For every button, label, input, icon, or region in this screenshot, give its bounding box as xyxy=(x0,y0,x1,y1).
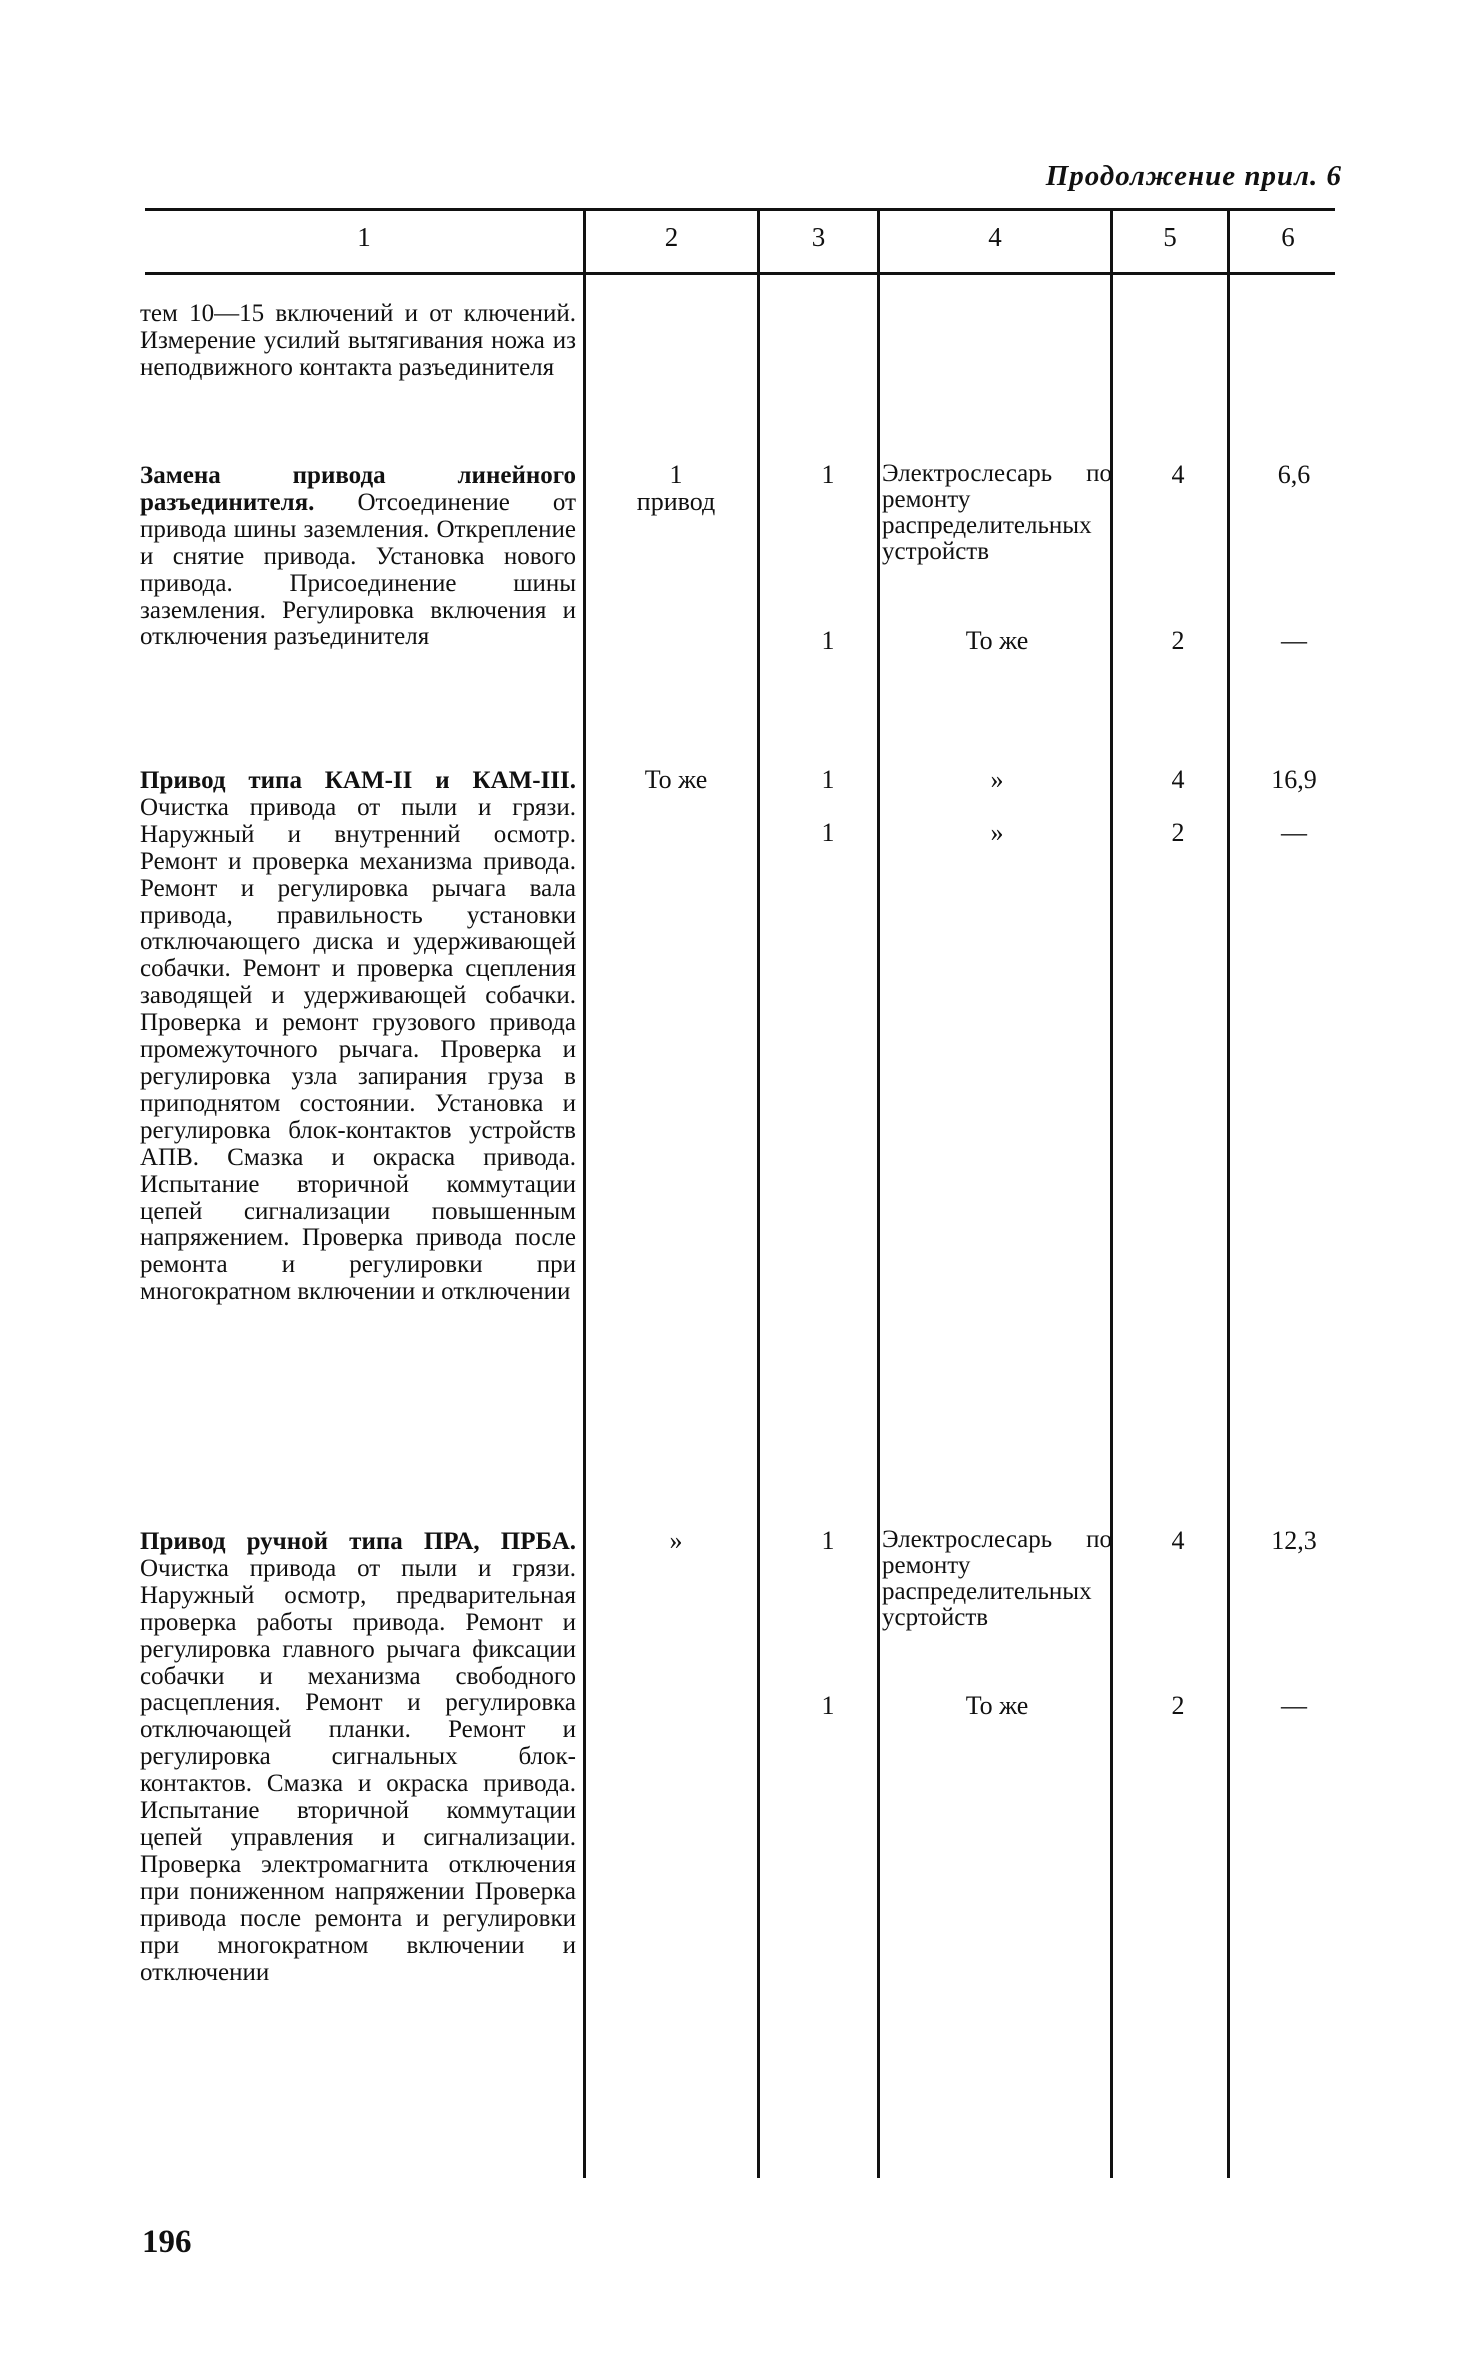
column-header-6: 6 xyxy=(1281,222,1295,252)
continuation-label: Продолжение прил. 6 xyxy=(1045,160,1342,192)
row-unit: То же xyxy=(644,765,708,794)
cell-count: 1 xyxy=(821,1691,835,1720)
cell-grade: 2 xyxy=(1171,626,1185,655)
table-header-rule xyxy=(145,272,1335,275)
cell-profession: Электрослесарь по ремонту распределительных усртойств xyxy=(882,1526,1112,1631)
row-description xyxy=(140,768,576,1306)
cell-norm: — xyxy=(1281,1691,1307,1720)
cell-norm: 12,3 xyxy=(1271,1526,1317,1555)
cell-grade: 2 xyxy=(1171,818,1185,847)
cell-count: 1 xyxy=(821,626,835,655)
cell-count: 1 xyxy=(821,460,835,489)
cell-grade: 4 xyxy=(1171,1526,1185,1555)
cell-count: 1 xyxy=(821,1526,835,1555)
row-description xyxy=(140,1529,576,1986)
column-header-3: 3 xyxy=(811,222,826,252)
cell-norm: — xyxy=(1281,626,1307,655)
row-description xyxy=(140,463,576,651)
cell-grade: 4 xyxy=(1171,765,1185,794)
column-divider xyxy=(1227,210,1230,2178)
cell-grade: 4 xyxy=(1171,460,1185,489)
table-top-rule xyxy=(145,208,1335,211)
cell-norm: 6,6 xyxy=(1277,460,1311,489)
row-title: Привод ручной типа ПРА, ПРБА. xyxy=(140,1528,576,1555)
row-text: Очистка привода от пыли и грязи. Наружный и внутренний осмотр. Ремонт и проверка механизма привода. Ремонт и регулировка рычага вала привода, правильность установки отключающего диска и удерживающей собачки. Ремонт и проверка сцепления заводящей и удерживающей собачки. Проверка и ремонт грузового привода промежуточного рычага. Проверка и регулировка узла запирания груза в приподнятом состоянии. Установка и регулировка блок-контактов устройств АПВ. Смазка и окраска привода. Испытание вторичной коммутации цепей сигнализации повышенным напряжением. Проверка привода после ремонта и регулировки при многократном включении и отключении xyxy=(140,793,576,1306)
column-header-5: 5 xyxy=(1163,222,1177,252)
row-unit: 1 привод xyxy=(636,460,716,516)
column-divider xyxy=(877,210,880,2178)
cell-count: 1 xyxy=(821,765,835,794)
cell-count: 1 xyxy=(821,818,835,847)
page-number: 196 xyxy=(142,2224,192,2260)
cell-grade: 2 xyxy=(1171,1691,1185,1720)
cell-profession: Электрослесарь по ремонту распределительных устройств xyxy=(882,460,1112,565)
row-text: тем 10—15 включений и от ключений. Измерение усилий вытягивания ножа из неподвижного контакта разъединителя xyxy=(140,300,576,381)
cell-norm: 16,9 xyxy=(1271,765,1317,794)
column-header-1: 1 xyxy=(357,222,371,252)
column-header-2: 2 xyxy=(664,222,679,252)
cell-profession: » xyxy=(990,765,1004,794)
row-title: Привод типа КАМ-II и КАМ-III. xyxy=(140,767,576,794)
row-unit: » xyxy=(669,1526,683,1555)
row-text: Очистка привода от пыли и грязи. Наружный осмотр, предварительная проверка работы привода. Ремонт и регулировка главного рычага фиксации собачки и механизма свободного расцепления. Ремонт и регулировка отключающей планки. Ремонт и регулировка сигнальных блок-контактов. Смазка и окраска привода. Испытание вторичной коммутации цепей управления и сигнализации. Проверка электромагнита отключения при пониженном напряжении Проверка привода после ремонта и регулировки при многократном включении и отключении xyxy=(140,1554,576,1986)
cell-norm: — xyxy=(1281,818,1307,847)
row-text: Отсоединение от привода шины заземления. Открепление и снятие привода. Установка нового привода. Присоединение шины заземления. Регулировка включения и отключения разъединителя xyxy=(140,488,576,651)
column-divider xyxy=(583,210,586,2178)
cell-profession: » xyxy=(990,818,1004,847)
column-header-4: 4 xyxy=(988,222,1002,252)
cell-profession: То же xyxy=(965,1691,1029,1720)
row-title: Замена привода линейного разъединителя. xyxy=(140,462,576,516)
cell-profession: То же xyxy=(965,626,1029,655)
row-description xyxy=(140,301,576,382)
